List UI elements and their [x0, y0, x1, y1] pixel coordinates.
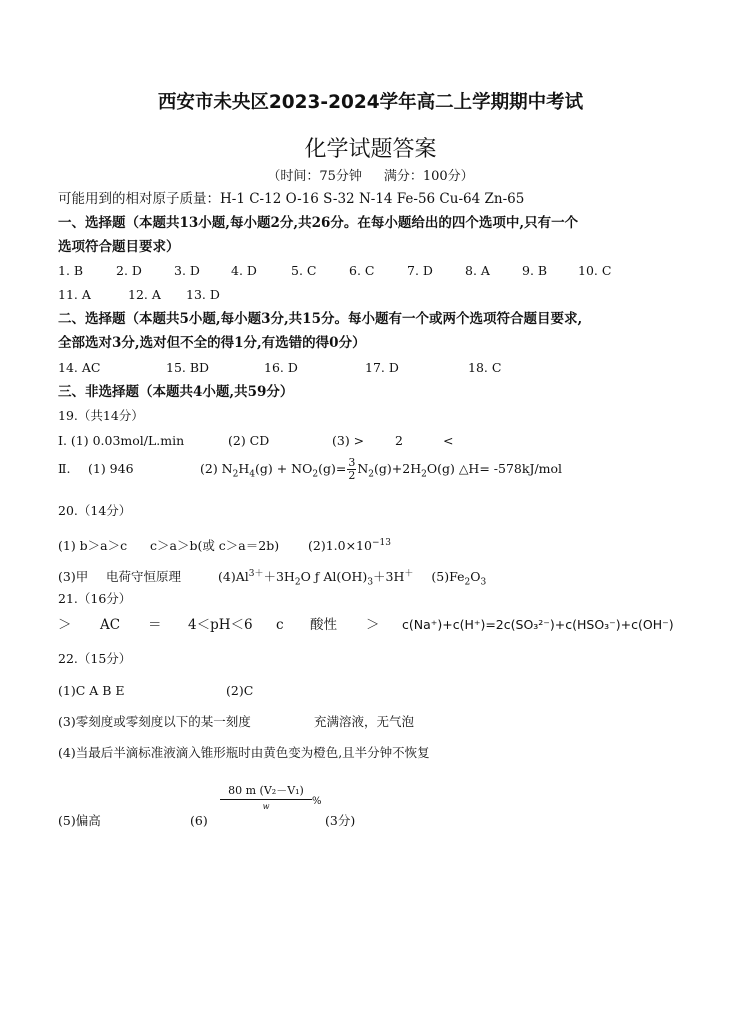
q22-line3: (4)当最后半滴标准液滴入锥形瓶时由黄色变为橙色,且半分钟不恢复 [58, 745, 430, 760]
q20-l1-1: (1) b＞a＞c [58, 538, 128, 554]
answer-item: 3. D [174, 263, 200, 278]
fraction [347, 457, 356, 482]
eq-sub: 2 [312, 469, 319, 480]
q20-sub: 2 [464, 577, 471, 588]
q22-label: 22.（15分） [58, 651, 132, 666]
answer-item: 8. A [465, 263, 490, 278]
answer-item: 4. D [231, 263, 257, 278]
q19-p2-label: Ⅱ. [58, 461, 71, 476]
eq-sub: 2 [421, 469, 427, 480]
q19-part2 [58, 456, 562, 488]
q19-label: 19.（共14分） [58, 408, 144, 423]
q21-answers [58, 616, 674, 634]
q19-p1-1: Ⅰ. (1) 0.03mol/L.min [58, 433, 185, 448]
page-title: 西安市未央区2023-2024学年高二上学期期中考试 [157, 92, 584, 113]
eq-text: (2) N [200, 461, 233, 476]
section1-heading: 一、选择题（本题共13小题,每小题2分,共26分。在每小题给出的四个选项中,只有一个 [58, 215, 579, 231]
section2-answers [58, 359, 501, 377]
atomic-mass-line: 可能用到的相对原子质量：H-1 C-12 O-16 S-32 N-14 Fe-56 Cu-64 Zn-65 [58, 191, 525, 207]
q20-l2-6: ＋3H [373, 569, 405, 585]
q19-p1-3: (3) > [332, 433, 365, 448]
q20-l1-2: c＞a＞b(或 c＞a＝2b) [150, 538, 280, 554]
q20-l2-1: (3)甲 [58, 569, 89, 585]
section3-heading: 三、非选择题（本题共4小题,共59分） [58, 384, 294, 400]
answer-item: 1. B [58, 263, 84, 278]
q22-line1 [58, 682, 253, 700]
q21-item: 酸性 [310, 617, 337, 633]
q22-l2-1: (3)零刻度或零刻度以下的某一刻度 [58, 714, 251, 729]
answer-item: 5. C [291, 263, 317, 278]
exam-meta [0, 165, 741, 184]
q20-l2-5: O ƒ Al(OH) [300, 569, 368, 585]
q22-l1-2: (2)C [226, 683, 254, 698]
q19-p1-5: < [443, 433, 454, 448]
answer-item: 6. C [349, 263, 375, 278]
q21-item: c [276, 617, 284, 633]
q22-l4-1: (5)偏高 [58, 813, 101, 828]
q19-part1 [58, 432, 453, 450]
answer-item: 13. D [186, 287, 220, 302]
q19-p1-4: 2 [395, 433, 403, 448]
section1-answers-row2 [58, 286, 220, 304]
q19-equation [200, 456, 563, 482]
q21-item: ＝ [148, 617, 162, 633]
q22-l1-1: (1)C A B E [58, 683, 125, 698]
q20-sup: ＋ [404, 569, 414, 579]
answer-item: 18. C [468, 360, 502, 375]
section1-heading-cont: 选项符合题目要求） [58, 239, 180, 255]
formula-denominator: w [262, 802, 270, 811]
q19-p1-2: (2) CD [228, 433, 270, 448]
answer-item: 7. D [407, 263, 433, 278]
eq-text: H [238, 461, 250, 476]
q22-line2 [58, 713, 414, 731]
q20-line2 [58, 565, 486, 592]
section2-heading-cont: 全部选对3分,选对但不全的得1分,有选错的得0分） [58, 335, 366, 351]
answer-item: 12. A [128, 287, 161, 302]
q20-line1 [58, 534, 391, 555]
q22-l4-2: (6) [190, 813, 208, 828]
q20-sup: −13 [371, 538, 391, 548]
eq-sub: 2 [368, 469, 375, 480]
answer-item: 9. B [522, 263, 548, 278]
q22-l2-2: 充满溶液，无气泡 [314, 714, 415, 729]
q21-item: ＞ [366, 617, 380, 633]
fraction-num: 3 [348, 456, 356, 469]
q20-sub: 3 [367, 577, 374, 588]
page-subtitle: 化学试题答案 [304, 137, 437, 162]
formula-percent: % [312, 796, 322, 807]
q20-l1-3: (2)1.0×10 [308, 538, 372, 554]
exam-score: 满分：100分） [383, 169, 474, 184]
exam-time: （时间：75分钟 [267, 169, 362, 184]
eq-text: (g)= [318, 461, 347, 476]
eq-sub: 4 [249, 469, 255, 480]
q22-l4-3: (3分) [325, 813, 356, 828]
answer-item: 15. BD [166, 360, 210, 375]
answer-item: 11. A [58, 287, 91, 302]
q21-label: 21.（16分） [58, 591, 132, 606]
eq-text: N [357, 461, 369, 476]
q20-l2-3: (4)Al [218, 569, 249, 585]
answer-item: 16. D [264, 360, 298, 375]
eq-sub: 2 [232, 469, 239, 480]
q20-sub: 3 [480, 577, 487, 588]
fraction-den: 2 [348, 469, 356, 482]
q20-sup: 3＋ [248, 569, 264, 579]
q20-l2-8: O [470, 569, 481, 585]
q21-item: AC [100, 617, 121, 633]
q21-item: 4＜pH＜6 [188, 617, 253, 633]
section2-heading: 二、选择题（本题共5小题,每小题3分,共15分。每小题有一个或两个选项符合题目要求, [58, 311, 583, 327]
q20-sub: 2 [294, 577, 301, 588]
answer-item: 14. AC [58, 360, 101, 375]
answer-item: 2. D [116, 263, 142, 278]
answer-item: 10. C [578, 263, 612, 278]
q21-equation: c(Na⁺)+c(H⁺)=2c(SO₃²⁻)+c(HSO₃⁻)+c(OH⁻) [402, 617, 674, 632]
q21-item: ＞ [58, 617, 72, 633]
eq-text: (g) + NO [255, 461, 313, 476]
q20-l2-7: (5)Fe [431, 569, 465, 585]
q22-formula [220, 784, 312, 814]
eq-text: (g)+2H [374, 461, 422, 476]
q20-l2-4: ＋3H [263, 569, 295, 585]
q20-l2-2: 电荷守恒原理 [106, 569, 182, 585]
eq-text: O(g) △H= -578kJ/mol [426, 461, 563, 476]
formula-numerator: 80 m (V₂－V₁) [220, 784, 312, 800]
section1-answers-row1 [58, 262, 611, 280]
answer-item: 17. D [365, 360, 399, 375]
q19-p2-1: (1) 946 [88, 461, 134, 476]
q20-label: 20.（14分） [58, 503, 132, 518]
